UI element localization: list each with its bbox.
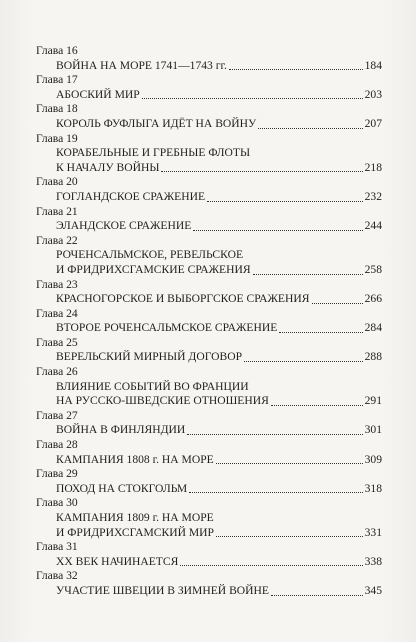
title-text: ГОГЛАНДСКОЕ СРАЖЕНИЕ xyxy=(56,189,206,203)
dot-leader xyxy=(216,536,363,537)
title-text: ВОЙНА НА МОРЕ 1741—1743 гг. xyxy=(56,58,227,72)
title-text: КАМПАНИЯ 1808 г. НА МОРЕ xyxy=(56,452,214,466)
title-line xyxy=(56,88,382,103)
dot-leader xyxy=(244,361,363,362)
title-text: КАМПАНИЯ 1809 г. НА МОРЕ xyxy=(56,511,214,524)
chapter-title xyxy=(36,423,382,438)
chapter-title xyxy=(36,380,382,409)
title-text: К НАЧАЛУ ВОЙНЫ xyxy=(56,160,160,174)
chapter-number: Глава 30 xyxy=(36,496,78,510)
chapter-title xyxy=(36,482,382,497)
title-line xyxy=(56,453,382,468)
toc-entry xyxy=(36,44,382,73)
chapter-title xyxy=(36,584,382,599)
title-line xyxy=(56,59,382,74)
page-number: 338 xyxy=(364,554,382,568)
page-number: 288 xyxy=(364,350,382,364)
page-number: 309 xyxy=(364,452,382,466)
page-number: 232 xyxy=(364,189,382,203)
title-text: РОЧЕНСАЛЬМСКОЕ, РЕВЕЛЬСКОЕ xyxy=(56,248,244,262)
title-text: ЭЛАНДСКОЕ СРАЖЕНИЕ xyxy=(56,219,192,233)
chapter-title xyxy=(36,511,382,540)
toc-entry xyxy=(36,540,382,569)
dot-leader xyxy=(229,69,363,70)
page-number: 258 xyxy=(364,262,382,276)
title-text: УЧАСТИЕ ШВЕЦИИ В ЗИМНЕЙ ВОЙНЕ xyxy=(56,583,270,597)
toc-entry xyxy=(36,175,382,204)
toc-entry xyxy=(36,102,382,131)
title-text: И ФРИДРИХСГАМСКИЙ МИР xyxy=(56,525,215,539)
page-number: 203 xyxy=(364,87,382,101)
title-text: ВЛИЯНИЕ СОБЫТИЙ ВО ФРАНЦИИ xyxy=(56,379,249,393)
page-number: 207 xyxy=(364,116,382,130)
page-number: 184 xyxy=(364,58,382,72)
dot-leader xyxy=(271,595,363,596)
chapter-title xyxy=(36,190,382,205)
title-text: КРАСНОГОРСКОЕ И ВЫБОРГСКОЕ СРАЖЕНИЯ xyxy=(56,292,310,306)
page-number: 345 xyxy=(364,583,382,597)
title-line xyxy=(56,292,382,307)
dot-leader xyxy=(253,274,363,275)
page-number: 218 xyxy=(364,160,382,174)
title-text: КОРАБЕЛЬНЫЕ И ГРЕБНЫЕ ФЛОТЫ xyxy=(56,146,251,160)
title-line xyxy=(56,511,382,526)
chapter-title xyxy=(36,350,382,365)
chapter-number: Глава 18 xyxy=(36,102,78,116)
toc-entry xyxy=(36,365,382,409)
title-line xyxy=(56,117,382,132)
title-line xyxy=(56,321,382,336)
chapter-title xyxy=(36,453,382,468)
dot-leader xyxy=(207,201,363,202)
dot-leader xyxy=(279,332,362,333)
toc-entry xyxy=(36,132,382,176)
title-line xyxy=(56,350,382,365)
chapter-number: Глава 19 xyxy=(36,131,78,145)
title-line xyxy=(56,161,382,176)
chapter-number: Глава 17 xyxy=(36,73,78,87)
chapter-number: Глава 32 xyxy=(36,569,78,583)
title-line xyxy=(56,190,382,205)
chapter-number: Глава 24 xyxy=(36,306,78,320)
dot-leader xyxy=(180,565,362,566)
toc-entry xyxy=(36,234,382,278)
toc-entry xyxy=(36,336,382,365)
toc-entry xyxy=(36,569,382,598)
dot-leader xyxy=(189,492,362,493)
dot-leader xyxy=(142,98,363,99)
title-line xyxy=(56,584,382,599)
title-line xyxy=(56,263,382,278)
toc-entry xyxy=(36,307,382,336)
page-number: 331 xyxy=(364,525,382,539)
title-line xyxy=(56,248,382,263)
title-line xyxy=(56,219,382,234)
chapter-title xyxy=(36,219,382,234)
dot-leader xyxy=(271,405,363,406)
table-of-contents xyxy=(36,44,382,599)
chapter-number: Глава 16 xyxy=(36,44,78,57)
chapter-title xyxy=(36,59,382,74)
chapter-number: Глава 25 xyxy=(36,335,78,349)
title-text: ВТОРОЕ РОЧЕНСАЛЬМСКОЕ СРАЖЕНИЕ xyxy=(56,321,278,335)
chapter-title xyxy=(36,146,382,175)
chapter-number: Глава 27 xyxy=(36,408,78,422)
toc-entry xyxy=(36,73,382,102)
title-line xyxy=(56,394,382,409)
title-text: ВЕРЕЛЬСКИЙ МИРНЫЙ ДОГОВОР xyxy=(56,350,243,364)
toc-entry xyxy=(36,205,382,234)
dot-leader xyxy=(216,463,363,464)
toc-entry xyxy=(36,467,382,496)
title-text: КОРОЛЬ ФУФЛЫГА ИДЁТ НА ВОЙНУ xyxy=(56,116,257,130)
page-number: 301 xyxy=(364,423,382,437)
title-line xyxy=(56,555,382,570)
title-text: АБОСКИЙ МИР xyxy=(56,87,140,101)
page-number: 318 xyxy=(364,481,382,495)
title-text: XX ВЕК НАЧИНАЕТСЯ xyxy=(56,554,179,568)
chapter-number: Глава 20 xyxy=(36,175,78,189)
chapter-number: Глава 28 xyxy=(36,438,78,452)
chapter-title xyxy=(36,292,382,307)
dot-leader xyxy=(187,434,362,435)
title-text: НА РУССКО-ШВЕДСКИЕ ОТНОШЕНИЯ xyxy=(56,394,269,408)
chapter-number: Глава 31 xyxy=(36,540,78,554)
dot-leader xyxy=(193,230,362,231)
page-number: 284 xyxy=(364,321,382,335)
chapter-number: Глава 29 xyxy=(36,467,78,481)
title-line xyxy=(56,482,382,497)
chapter-number: Глава 21 xyxy=(36,204,78,218)
toc-entry xyxy=(36,496,382,540)
chapter-title xyxy=(36,117,382,132)
chapter-number: Глава 22 xyxy=(36,233,78,247)
page-number: 244 xyxy=(364,219,382,233)
dot-leader xyxy=(161,171,362,172)
page-number: 291 xyxy=(364,394,382,408)
title-line xyxy=(56,423,382,438)
chapter-title xyxy=(36,555,382,570)
title-line xyxy=(56,526,382,541)
title-text: И ФРИДРИХСГАМСКИЕ СРАЖЕНИЯ xyxy=(56,262,251,276)
toc-entry xyxy=(36,438,382,467)
title-line xyxy=(56,146,382,161)
chapter-number: Глава 23 xyxy=(36,277,78,291)
title-text: ВОЙНА В ФИНЛЯНДИИ xyxy=(56,423,186,437)
chapter-title xyxy=(36,248,382,277)
dot-leader xyxy=(258,128,362,129)
page-number: 266 xyxy=(364,292,382,306)
title-line xyxy=(56,380,382,395)
chapter-number: Глава 26 xyxy=(36,365,78,379)
chapter-title xyxy=(36,88,382,103)
toc-entry xyxy=(36,278,382,307)
title-text: ПОХОД НА СТОКГОЛЬМ xyxy=(56,481,188,495)
dot-leader xyxy=(312,303,363,304)
chapter-title xyxy=(36,321,382,336)
toc-entry xyxy=(36,409,382,438)
